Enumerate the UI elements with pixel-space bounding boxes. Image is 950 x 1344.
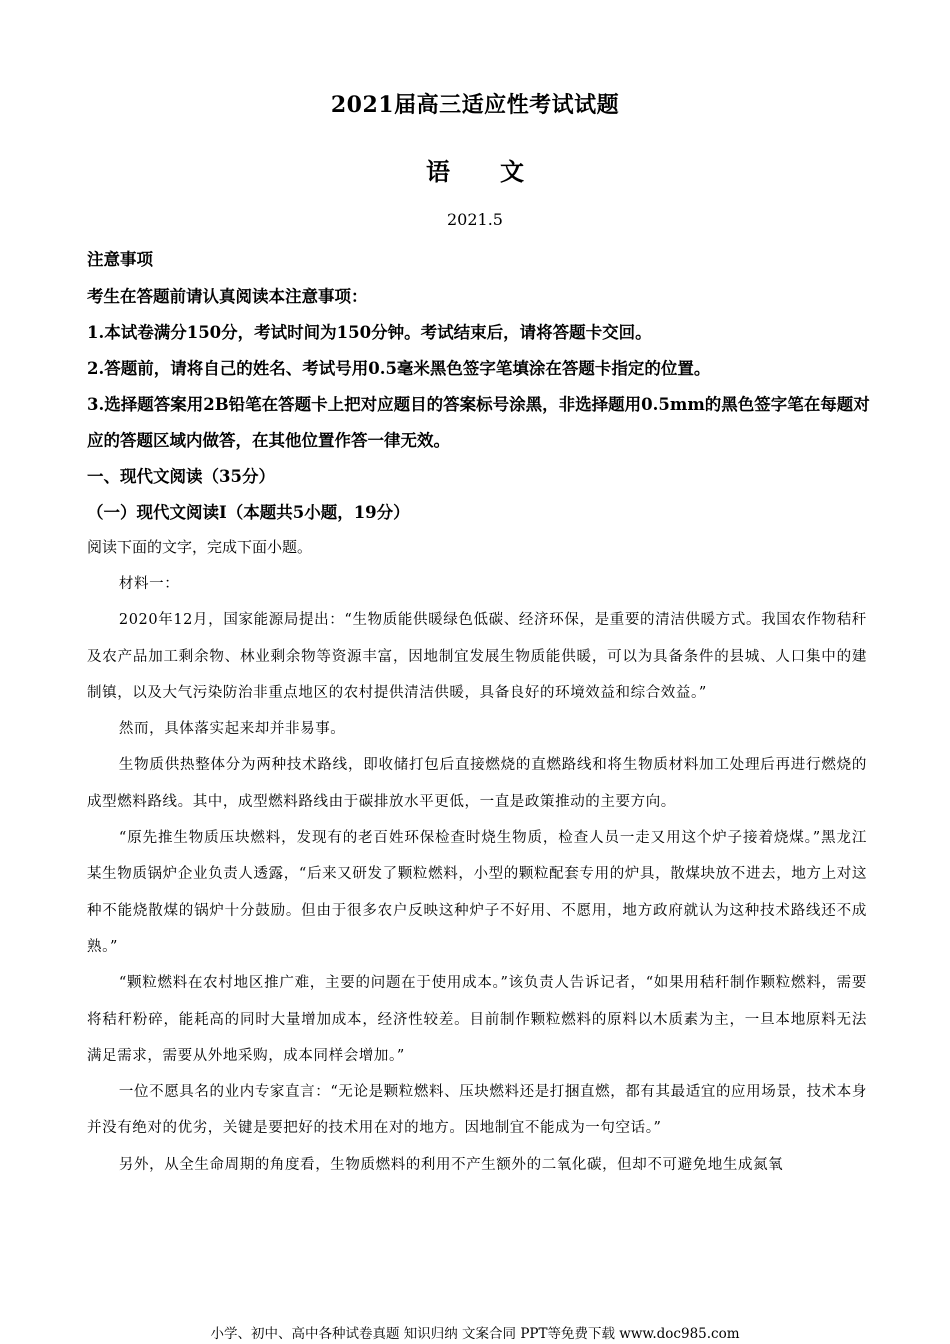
exam-date: 2021.5 — [447, 210, 503, 229]
article-paragraph: 另外，从全生命周期的角度看，生物质燃料的利用不产生额外的二氧化碳，但却不可避免地生成氮氧 — [118, 1156, 784, 1173]
footer-watermark-text: 小学、初中、高中各种试卷真题 知识归纳 文案合同 PPT等免费下载 www.doc985.com — [210, 1326, 740, 1342]
article-paragraph: 生物质供热整体分为两种技术路线，即收储打包后直接燃烧的直燃路线和将生物质材料加工处理后再进行燃烧的成型燃料路线。其中，成型燃料路线由于碳排放水平更低，一直是政策推动的主要方向。 — [87, 757, 867, 810]
exam-title: 2021届高三适应性考试试题 — [330, 92, 620, 118]
article-paragraph: 材料一： — [118, 576, 180, 592]
article-paragraph: 2020年12月，国家能源局提出：“生物质能供暖绿色低碳、经济环保，是重要的清洁供暖方式。我国农作物秸秆及农产品加工剩余物、林业剩余物等资源丰富，因地制宜发展生物质能供暖，可以为具备条件的县城、人口集中的建制镇，以及大气污染防治非重点地区的农村提供清洁供暖，具备良好的环境效益和综合效益。” — [87, 612, 867, 701]
exam-subject: 语文 — [426, 157, 574, 186]
article-paragraph: 然而，具体落实起来却并非易事。 — [118, 721, 346, 738]
article-paragraph: “原先推生物质压块燃料，发现有的老百姓环保检查时烧生物质，检查人员一走又用这个炉子接着烧煤。”黑龙江某生物质锅炉企业负责人透露，“后来又研发了颗粒燃料，小型的颗粒配套专用的炉具，散煤块放不进去，地方上对这种不能烧散煤的锅炉十分鼓励。但由于很多农户反映这种炉子不好用、不愿用，地方政府就认为这种技术路线还不成熟。” — [87, 830, 867, 955]
notice-item-2: 2.答题前，请将自己的姓名、考试号用0.5毫米黑色签字笔填涂在答题卡指定的位置。 — [87, 359, 711, 378]
section-heading: 一、现代文阅读（35分） — [87, 467, 275, 486]
notice-heading: 注意事项 — [87, 250, 153, 269]
reading-instruction: 阅读下面的文字，完成下面小题。 — [87, 538, 313, 556]
article-paragraph: 一位不愿具名的业内专家直言：“无论是颗粒燃料、压块燃料还是打捆直燃，都有其最适宜的应用场景，技术本身并没有绝对的优劣，关键是要把好的技术用在对的地方。因地制宜不能成为一句空话。” — [87, 1084, 867, 1137]
article-paragraph: “颗粒燃料在农村地区推广难，主要的问题在于使用成本。”该负责人告诉记者，“如果用秸秆制作颗粒燃料，需要将秸秆粉碎，能耗高的同时大量增加成本，经济性较差。目前制作颗粒燃料的原料以木质素为主，一旦本地原料无法满足需求，需要从外地采购，成本同样会增加。” — [87, 975, 867, 1064]
notice-intro: 考生在答题前请认真阅读本注意事项： — [87, 287, 368, 306]
subsection-heading: （一）现代文阅读Ⅰ（本题共5小题，19分） — [87, 503, 410, 522]
notice-item-3: 3.选择题答案用2B铅笔在答题卡上把对应题目的答案标号涂黑，非选择题用0.5mm的黑色签字笔在每题对应的答题区域内做答，在其他位置作答一律无效。 — [87, 395, 870, 450]
notice-item-1: 1.本试卷满分150分，考试时间为150分钟。考试结束后，请将答题卡交回。 — [87, 323, 652, 342]
reading-article — [87, 566, 867, 1183]
